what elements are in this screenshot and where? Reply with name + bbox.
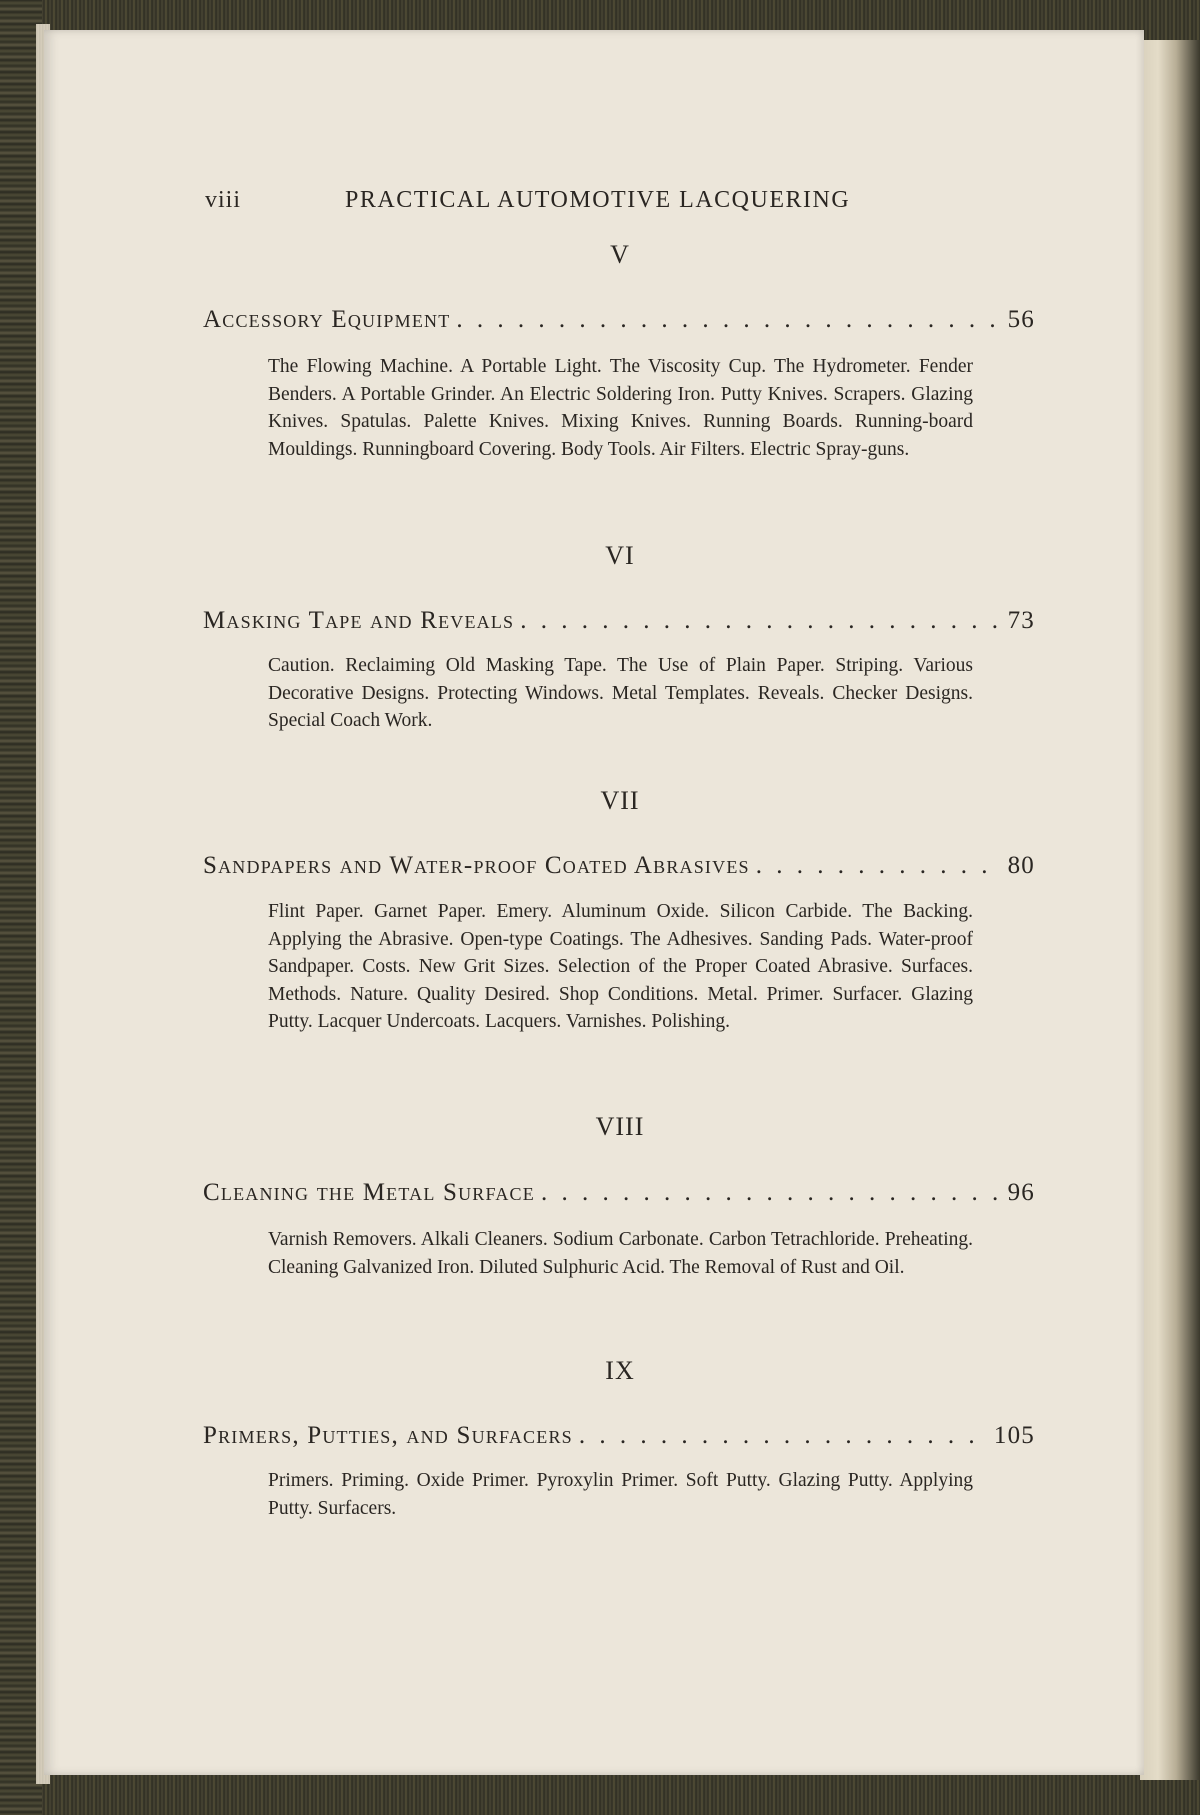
chapter-summary: The Flowing Machine. A Portable Light. The Viscosity Cup. The Hydrometer. Fender Benders. A Portable Grinder. An Electric Soldering Iron. Putty Knives. Scrapers. Glazing Knives. Spatulas. Palette Knives. Mixing Knives. Running Boards. Running-board Mouldings. Runningboard Covering. Body Tools. Air Filters. Electric Spray-guns.: [268, 356, 973, 460]
chapter-page-number: 105: [993, 1422, 1035, 1449]
chapter-title: Accessory Equipment: [203, 306, 451, 333]
chapter-numeral: IX: [605, 1356, 635, 1385]
facing-page-edge: [1140, 40, 1200, 1780]
chapter-numeral: VIII: [595, 1112, 645, 1141]
dot-leader: [456, 306, 1001, 334]
chapter-title: Primers, Putties, and Surfacers: [203, 1422, 573, 1449]
chapter-title: Sandpapers and Water-proof Coated Abrasives: [203, 852, 750, 879]
chapter-numeral: VI: [605, 541, 635, 570]
chapter-page-number: 96: [1007, 1179, 1035, 1206]
dot-leader: [756, 852, 1002, 880]
book-title: PRACTICAL AUTOMOTIVE LACQUERING: [345, 187, 851, 213]
page-folio: viii: [205, 187, 242, 213]
chapter-page-number: 73: [1007, 607, 1035, 634]
toc-entry: [203, 306, 1035, 334]
chapter-title: Cleaning the Metal Surface: [203, 1179, 535, 1206]
chapter-page-number: 56: [1007, 306, 1035, 333]
chapter-summary: Flint Paper. Garnet Paper. Emery. Aluminum Oxide. Silicon Carbide. The Backing. Applying the Abrasive. Open-type Coatings. The Adhesives. Sanding Pads. Water-proof Sandpaper. Costs. New Grit Sizes. Selection of the Proper Coated Abrasive. Surfaces. Methods. Nature. Quality Desired. Shop Conditions. Metal. Primer. Surfacer. Glazing Putty. Lacquer Undercoats. Lacquers. Varnishes. Polishing.: [268, 901, 973, 1032]
dot-leader: [520, 607, 1001, 635]
dot-leader: [579, 1422, 988, 1450]
chapter-numeral: V: [610, 240, 630, 269]
dot-leader: [541, 1179, 1002, 1207]
toc-entry: [203, 852, 1035, 880]
chapter-numeral: VII: [600, 786, 640, 815]
toc-entry: [203, 607, 1035, 635]
chapter-page-number: 80: [1007, 852, 1035, 879]
chapter-summary: Varnish Removers. Alkali Cleaners. Sodium Carbonate. Carbon Tetrachloride. Preheating. Cleaning Galvanized Iron. Diluted Sulphuric Acid. The Removal of Rust and Oil.: [268, 1229, 973, 1278]
toc-entry: [203, 1422, 1035, 1450]
toc-entry: [203, 1179, 1035, 1207]
chapter-summary: Caution. Reclaiming Old Masking Tape. The Use of Plain Paper. Striping. Various Decorative Designs. Protecting Windows. Metal Templates. Reveals. Checker Designs. Special Coach Work.: [268, 655, 973, 731]
chapter-title: Masking Tape and Reveals: [203, 607, 515, 634]
chapter-summary: Primers. Priming. Oxide Primer. Pyroxylin Primer. Soft Putty. Glazing Putty. Applying Putty. Surfacers.: [268, 1470, 973, 1519]
